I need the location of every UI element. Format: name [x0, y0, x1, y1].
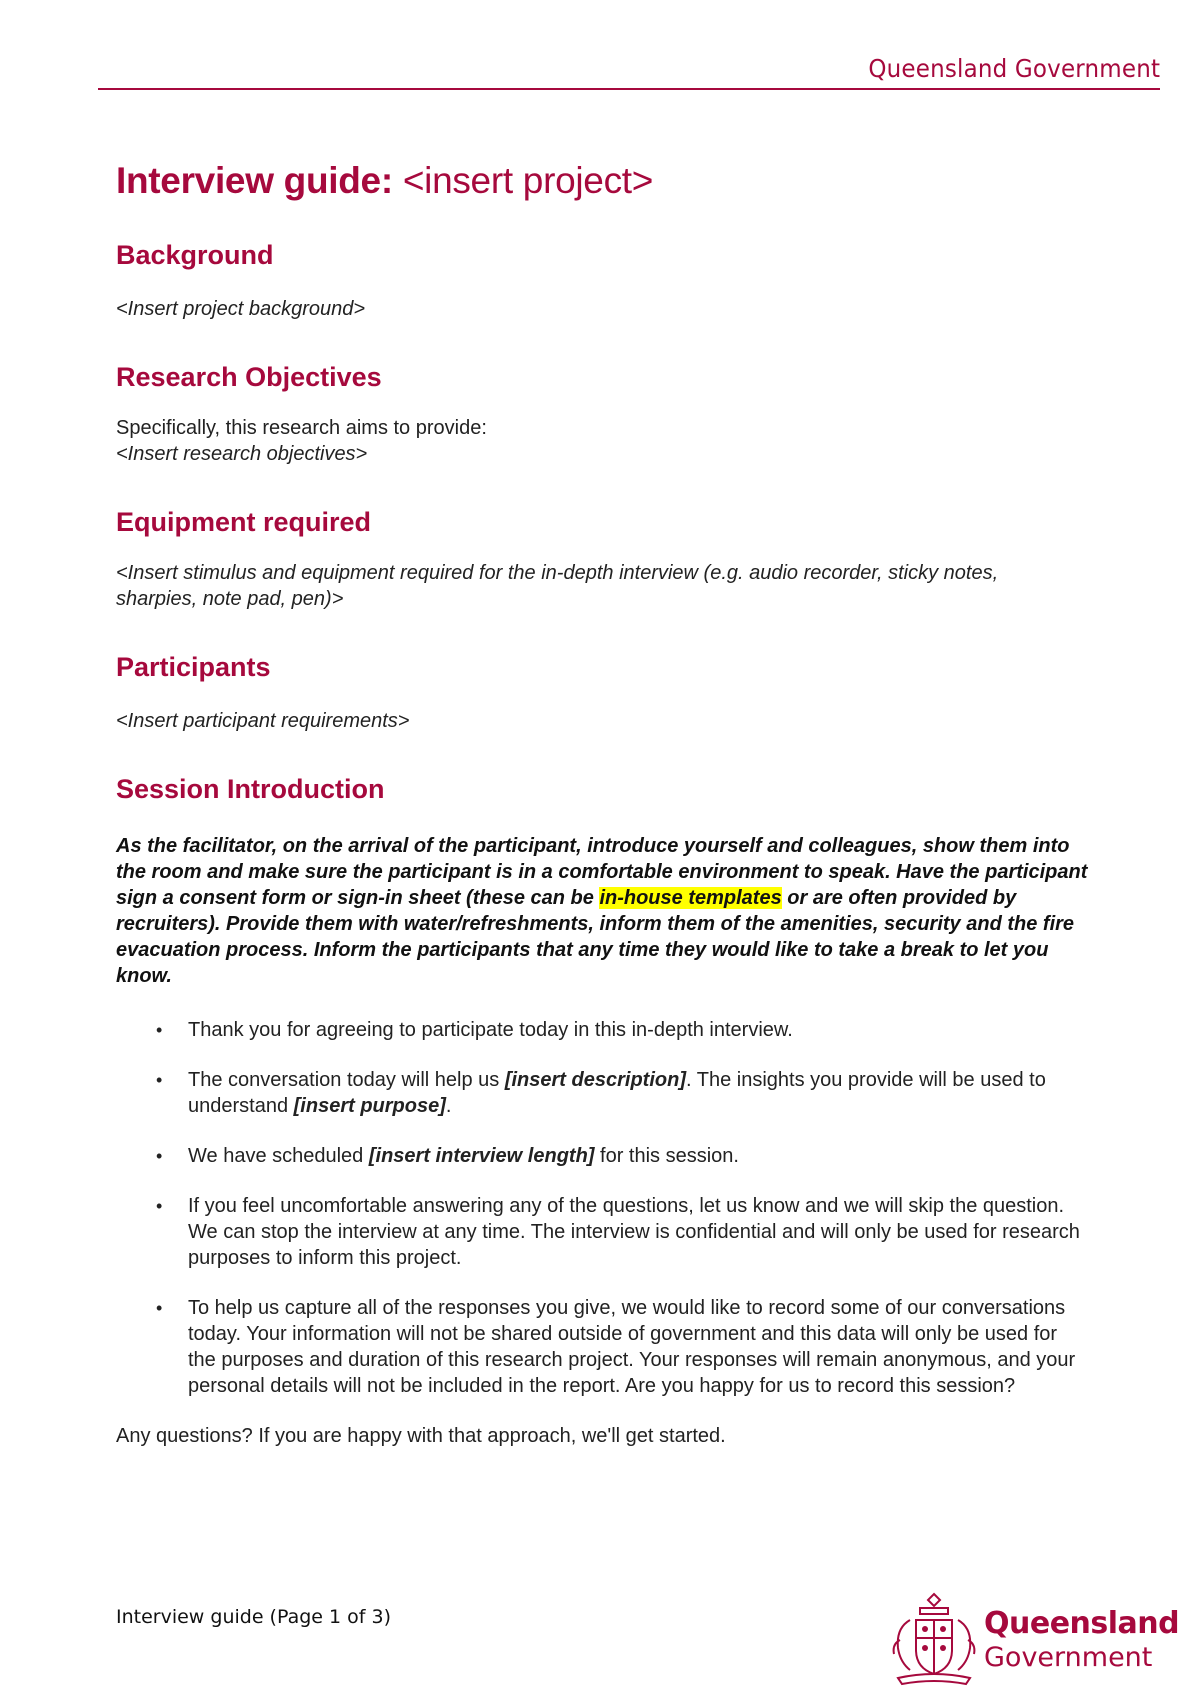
background-text: <Insert project background>	[116, 298, 366, 320]
title-bold: Interview guide:	[116, 160, 393, 201]
bullet-text: The conversation today will help us	[188, 1069, 505, 1091]
header-rule	[98, 88, 1160, 90]
objectives-intro: Specifically, this research aims to provide:	[116, 417, 487, 439]
closing-text: Any questions? If you are happy with that approach, we'll get started.	[116, 1425, 726, 1447]
heading-session-introduction: Session Introduction	[116, 774, 385, 804]
logo-wordmark-line1: Queensland	[984, 1606, 1180, 1641]
header-brand: Queensland Government	[868, 54, 1160, 83]
title-placeholder: <insert project>	[402, 160, 654, 201]
logo-wordmark-line2: Government	[984, 1642, 1153, 1673]
list-item	[116, 1193, 1086, 1271]
placeholder-description: [insert description]	[504, 1069, 686, 1091]
placeholder-interview-length: [insert interview length]	[368, 1145, 595, 1167]
coat-of-arms-icon	[888, 1590, 980, 1686]
bullet-text: for this session.	[594, 1145, 739, 1167]
bullet-text: We have scheduled	[188, 1145, 369, 1167]
heading-background: Background	[116, 240, 274, 270]
document-body	[116, 160, 1116, 1449]
intro-part-a: As the facilitator, on the arrival of the participant, introduce yourself and colleagues, show them into the room and make sure the participant is in a comfortable environment to speak. Have the participant sign a consent form or sign-in sheet (these can be	[116, 835, 1088, 909]
heading-participants: Participants	[116, 652, 271, 682]
objectives-placeholder: <Insert research objectives>	[116, 443, 368, 465]
bullet-icon: •	[156, 1196, 163, 1216]
bullet-icon: •	[156, 1020, 163, 1040]
bullet-icon: •	[156, 1070, 163, 1090]
list-item	[116, 1143, 1086, 1169]
page-footer: Interview guide (Page 1 of 3)	[116, 1606, 391, 1628]
highlighted-link-text: in-house templates	[599, 887, 782, 909]
equipment-text: <Insert stimulus and equipment required for the in-depth interview (e.g. audio recorder, sticky notes, sharpies, note pad, pen)>	[116, 562, 999, 610]
script-bullets	[116, 1017, 1086, 1399]
placeholder-purpose: [insert purpose]	[293, 1095, 446, 1117]
facilitator-instructions	[116, 833, 1096, 989]
participants-text: <Insert participant requirements>	[116, 710, 410, 732]
list-item	[116, 1017, 1086, 1043]
heading-research-objectives: Research Objectives	[116, 362, 382, 392]
intro-part-b: or are often provided by recruiters). Provide them with water/refreshments, inform them of the amenities, security and the fire evacuation process. Inform the participants that any time they would like to take a break to let you know.	[116, 887, 1075, 987]
list-item	[116, 1295, 1086, 1399]
document-title	[116, 160, 1116, 202]
bullet-icon: •	[156, 1146, 163, 1166]
bullet-text: Thank you for agreeing to participate today in this in-depth interview.	[188, 1019, 793, 1041]
bullet-text: If you feel uncomfortable answering any of the questions, let us know and we will skip the question. We can stop the interview at any time. The interview is confidential and will only be used for research purposes to inform this project.	[188, 1195, 1080, 1269]
bullet-text: .	[445, 1095, 452, 1117]
bullet-text: To help us capture all of the responses you give, we would like to record some of our conversations today. Your information will not be shared outside of government and this data will only be used for the purposes and duration of this research project. Your responses will remain anonymous, and your personal details will not be included in the report. Are you happy for us to record this session?	[188, 1297, 1076, 1397]
bullet-text: . The insights you provide will be used to understand	[188, 1069, 1046, 1117]
queensland-government-logo	[888, 1590, 1180, 1686]
list-item	[116, 1067, 1086, 1119]
bullet-icon: •	[156, 1298, 163, 1318]
heading-equipment: Equipment required	[116, 507, 372, 537]
